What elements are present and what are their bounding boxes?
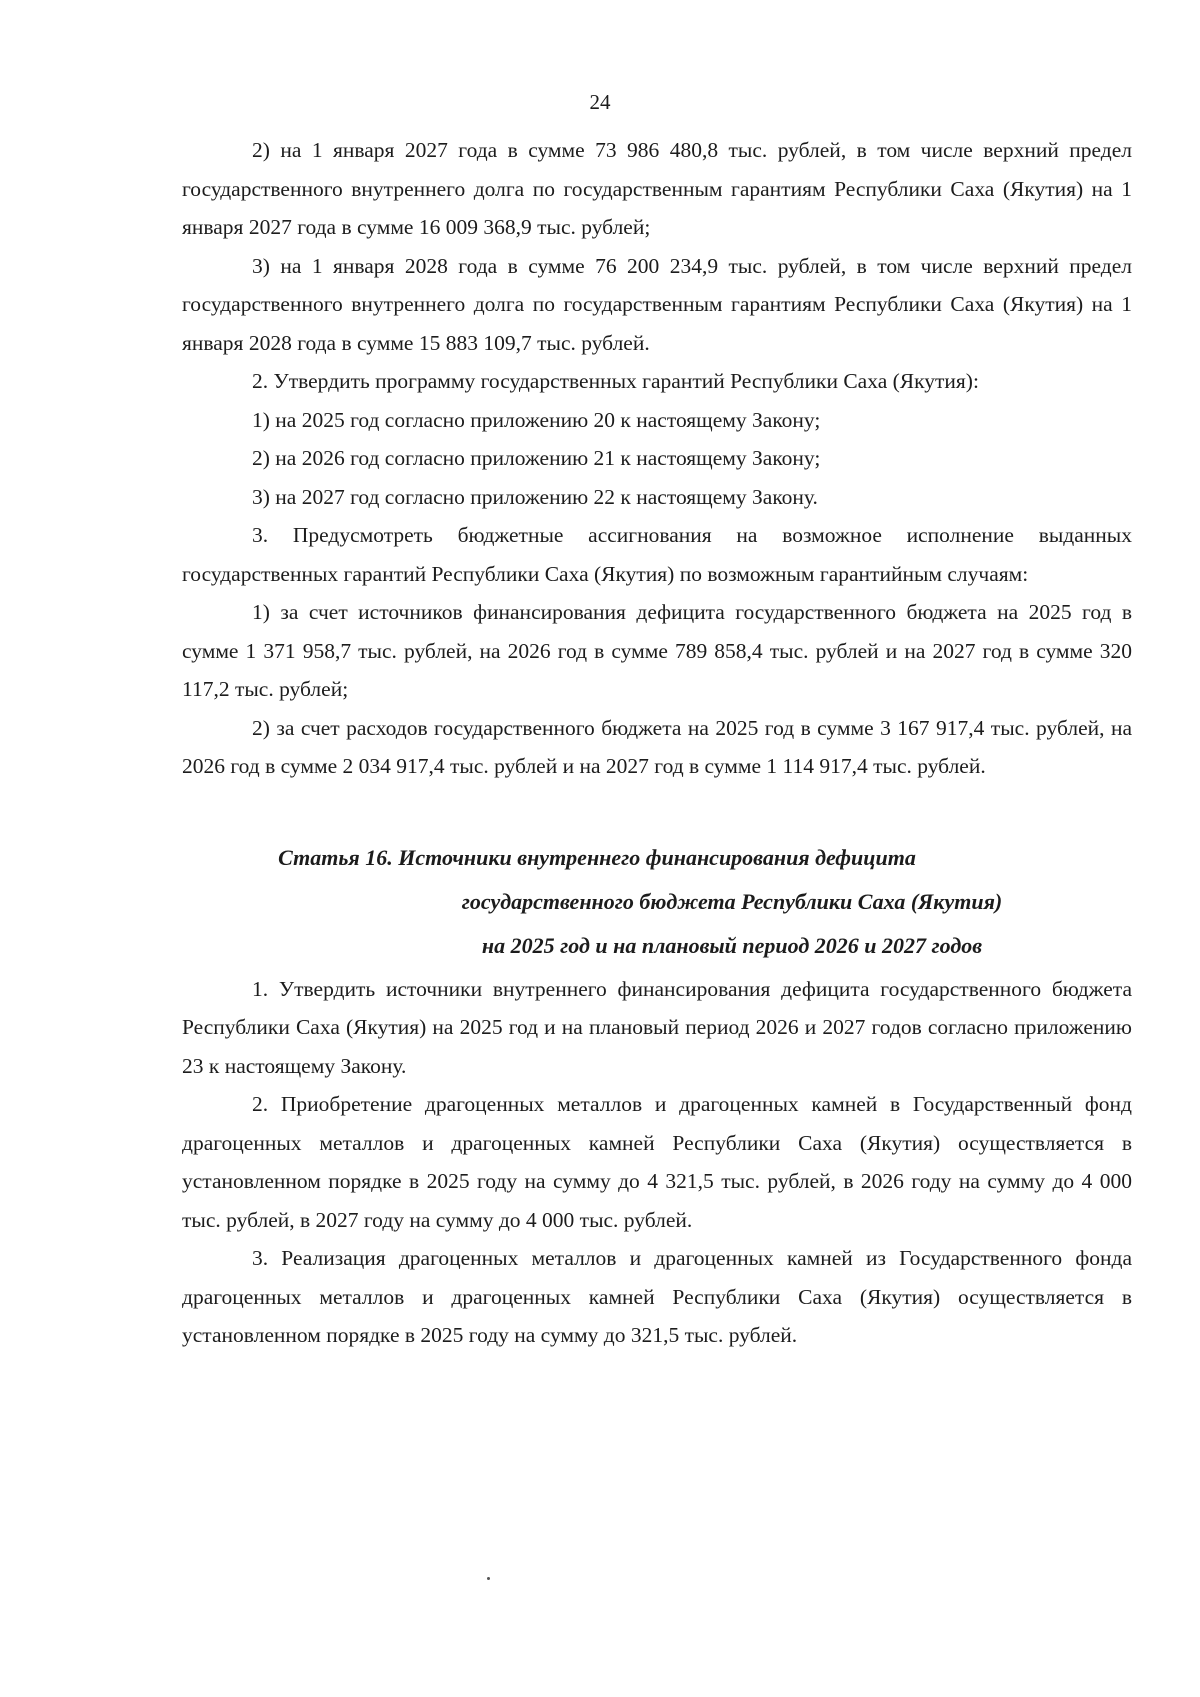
article-heading-line-3: на 2025 год и на плановый период 2026 и 2027 годов [481,932,983,958]
text-block-before-heading [182,131,1132,1355]
page-number: 24 [589,90,611,114]
article-heading-line-2: государственного бюджета Республики Саха (Якутия) [461,888,1003,914]
spacer [182,786,1132,836]
scan-speck [487,1577,490,1580]
paragraph-program-2026: 2) на 2026 год согласно приложению 21 к настоящему Закону; [252,446,821,470]
paragraph-precious-metals-acquisition: 2. Приобретение драгоценных металлов и драгоценных камней в Государственный фонд драгоценных металлов и драгоценных камней Республики Саха (Якутия) осуществляется в установленном порядке в 2025 году на сумму до 4 321,5 тыс. рублей, в 2026 году на сумму до 4 000 тыс. рублей, в 2027 году на сумму до 4 000 тыс. рублей. [182,1092,1132,1232]
paragraph-financing-sources-approval: 1. Утвердить источники внутреннего финансирования дефицита государственного бюджета Республики Саха (Якутия) на 2025 год и на плановый период 2026 и 2027 годов согласно приложению 23 к настоящему Закону. [182,976,1132,1078]
article-heading [182,836,1132,968]
paragraph-debt-limit-2028: 3) на 1 января 2028 года в сумме 76 200 234,9 тыс. рублей, в том числе верхний предел государственного внутреннего долга по государственным гарантиям Республики Саха (Якутия) на 1 января 2028 года в сумме 15 883 109,7 тыс. рублей. [182,253,1132,355]
paragraph-program-2027: 3) на 2027 год согласно приложению 22 к настоящему Закону. [252,484,818,509]
paragraph-budget-allocations: 3. Предусмотреть бюджетные ассигнования на возможное исполнение выданных государственных гарантий Республики Саха (Якутия) по возможным гарантийным случаям: [182,523,1132,586]
article-heading-line-1: Статья 16. Источники внутреннего финансирования дефицита [278,844,916,870]
paragraph-program-2025: 1) на 2025 год согласно приложению 20 к настоящему Закону; [252,407,821,432]
paragraph-debt-limit-2027: 2) на 1 января 2027 года в сумме 73 986 480,8 тыс. рублей, в том числе верхний предел государственного внутреннего долга по государственным гарантиям Республики Саха (Якутия) на 1 января 2027 года в сумме 16 009 368,9 тыс. рублей; [182,138,1132,239]
paragraph-guarantee-program: 2. Утвердить программу государственных гарантий Республики Саха (Якутия): [252,369,979,393]
paragraph-budget-expenses: 2) за счет расходов государственного бюджета на 2025 год в сумме 3 167 917,4 тыс. рублей, на 2026 год в сумме 2 034 917,4 тыс. рублей и на 2027 год в сумме 1 114 917,4 тыс. рублей. [182,715,1132,778]
paragraph-financing-sources: 1) за счет источников финансирования дефицита государственного бюджета на 2025 год в сумме 1 371 958,7 тыс. рублей, на 2026 год в сумме 789 858,4 тыс. рублей и на 2027 год в сумме 320 117,2 тыс. рублей; [182,600,1132,701]
paragraph-precious-metals-sale: 3. Реализация драгоценных металлов и драгоценных камней из Государственного фонда драгоценных металлов и драгоценных камней Республики Саха (Якутия) осуществляется в установленном порядке в 2025 году на сумму до 321,5 тыс. рублей. [182,1246,1132,1347]
